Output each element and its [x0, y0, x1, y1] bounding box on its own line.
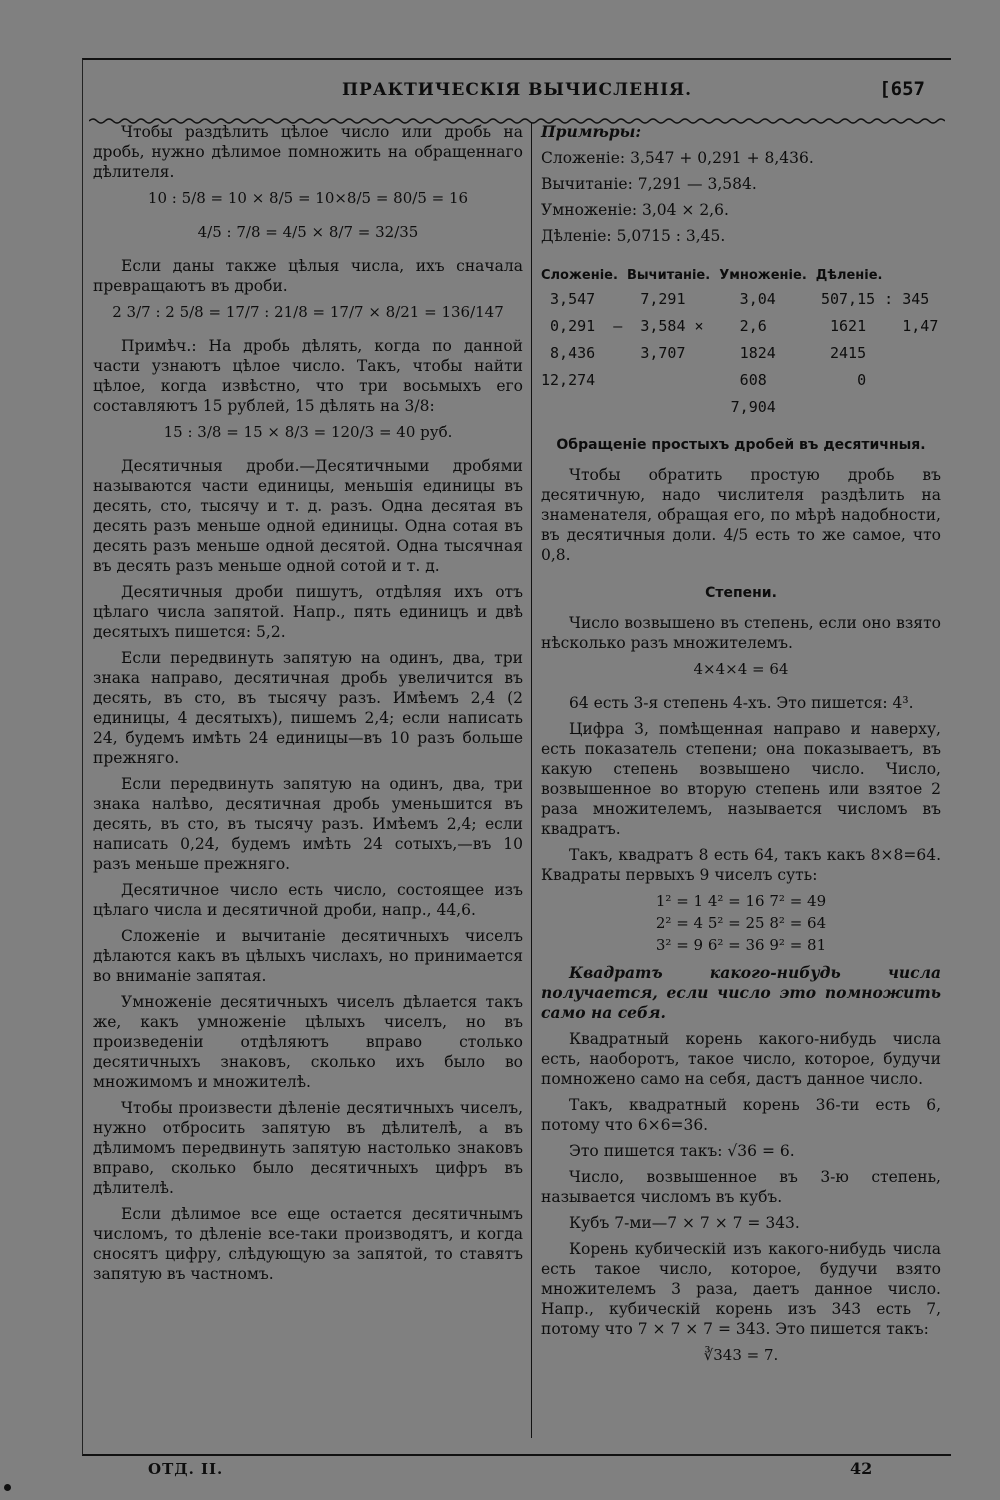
paragraph: Умноженіе десятичныхъ чиселъ дѣлается такъ же, какъ умноженіе цѣлыхъ чиселъ, но въ произведеніи отдѣляютъ вправо столько десятичныхъ знаковъ, сколько ихъ было во множимомъ и множителѣ.: [93, 993, 523, 1091]
calc-line: 7,904: [541, 398, 776, 416]
formula: 10 : 5/8 = 10 × 8/5 = 10×8/5 = 80/5 = 16: [147, 189, 469, 207]
paragraph: Примѣч.: На дробь дѣлять, когда по данной части узнаютъ цѣлое число. Такъ, чтобы найти цѣлое, когда извѣстно, что три восьмыхъ его составляютъ 15 рублей, 15 дѣлять на 3/8:: [93, 337, 523, 415]
example-line: Дѣленіе: 5,0715 : 3,45.: [541, 227, 726, 245]
page-number: [657: [879, 78, 925, 100]
section-heading: Степени.: [705, 585, 777, 601]
squares-row: 2² = 4 5² = 25 8² = 64: [655, 914, 827, 932]
formula: 2 3/7 : 2 5/8 = 17/7 : 21/8 = 17/7 × 8/21 = 136/147: [112, 303, 504, 321]
paragraph: Цифра 3, помѣщенная направо и наверху, есть показатель степени; она показываетъ, въ какую степень возвышено число. Число, возвышенное во вторую степень или взятое 2 раза множителемъ, называется числомъ въ квадратъ.: [541, 720, 941, 838]
calc-line: 0,291 — 3,584 × 2,6 1621 1,47: [541, 317, 939, 335]
paragraph: Число, возвышенное въ 3-ю степень, называется числомъ въ кубъ.: [541, 1168, 941, 1206]
footer-signature: 42: [850, 1459, 873, 1478]
formula: 4/5 : 7/8 = 4/5 × 8/7 = 32/35: [197, 223, 419, 241]
section-heading: Обращеніе простыхъ дробей въ десятичныя.: [556, 437, 926, 453]
paragraph: Такъ, квадратный корень 36-ти есть 6, потому что 6×6=36.: [541, 1096, 941, 1134]
formula: ∛343 = 7.: [703, 1346, 779, 1364]
paragraph: Чтобы раздѣлить цѣлое число или дробь на дробь, нужно дѣлимое помножить на обращеннаго дѣлителя.: [93, 123, 523, 181]
paragraph: Если даны также цѣлыя числа, ихъ сначала превращаютъ въ дроби.: [93, 257, 523, 295]
paragraph: Число возвышено въ степень, если оно взято нѣсколько разъ множителемъ.: [541, 614, 941, 652]
paragraph: Квадратный корень какого-нибудь числа есть, наоборотъ, такое число, которое, будучи помножено само на себя, дастъ данное число.: [541, 1030, 941, 1088]
paragraph: Десятичныя дроби.—Десятичными дробями называются части единицы, меньшія единицы въ десять, сто, тысячу и т. д. разъ. Одна десятая въ десять разъ меньше одной единицы. Одна сотая въ десять разъ меньше одной десятой. Одна тысячная въ десять разъ меньше одной сотой и т. д.: [93, 457, 523, 575]
example-line: Вычитаніе: 7,291 — 3,584.: [541, 175, 757, 193]
paragraph: Десятичное число есть число, состоящее изъ цѣлаго числа и десятичной дроби, напр., 44,6.: [93, 881, 523, 919]
margin-dot: [4, 1484, 11, 1491]
example-line: Сложеніе: 3,547 + 0,291 + 8,436.: [541, 149, 814, 167]
paragraph: Чтобы обратить простую дробь въ десятичную, надо числителя раздѣлить на знаменателя, обращая его, по мѣрѣ надобности, въ десятичныя доли. 4/5 есть то же самое, что 0,8.: [541, 466, 941, 564]
paragraph: Сложеніе и вычитаніе десятичныхъ чиселъ дѣлаются какъ въ цѣлыхъ числахъ, но принимается во вниманіе запятая.: [93, 927, 523, 985]
paragraph: Если передвинуть запятую на одинъ, два, три знака налѣво, десятичная дробь уменьшится въ десять, въ сто, въ тысячу разъ. Имѣемъ 2,4; если написать 0,24, будемъ имѣть 24 сотыхъ,—въ 10 разъ меньше прежняго.: [93, 775, 523, 873]
left-column: [93, 122, 523, 1290]
paragraph: Кубъ 7-ми—7 × 7 × 7 = 343.: [569, 1214, 800, 1232]
formula: 4×4×4 = 64: [693, 660, 789, 678]
calc-headers: Сложеніе. Вычитаніе. Умноженіе. Дѣленіе.: [541, 268, 883, 283]
examples-title: Примѣры:: [541, 122, 642, 141]
footer-section: ОТД. II.: [148, 1460, 224, 1478]
running-title: ПРАКТИЧЕСКІЯ ВЫЧИСЛЕНІЯ.: [341, 80, 693, 100]
paragraph: Такъ, квадратъ 8 есть 64, такъ какъ 8×8=64. Квадраты первыхъ 9 чиселъ суть:: [541, 846, 941, 884]
right-column: [541, 122, 941, 1379]
paragraph: 64 есть 3-я степень 4-хъ. Это пишется: 4³.: [569, 694, 914, 712]
page-header: [83, 74, 951, 108]
paragraph: Корень кубическій изъ какого-нибудь числа есть такое число, которое, будучи взято множителемъ 3 раза, даетъ данное число. Напр., кубическій корень изъ 343 есть 7, потому что 7 × 7 × 7 = 343. Это пишется такъ:: [541, 1240, 941, 1338]
paragraph: Чтобы произвести дѣленіе десятичныхъ чиселъ, нужно отбросить запятую въ дѣлителѣ, а въ дѣлимомъ передвинуть запятую настолько знаковъ вправо, сколько было десятичныхъ цифръ въ дѣлителѣ.: [93, 1099, 523, 1197]
squares-row: 3² = 9 6² = 36 9² = 81: [655, 936, 827, 954]
squares-row: 1² = 1 4² = 16 7² = 49: [655, 892, 827, 910]
paragraph: Десятичныя дроби пишутъ, отдѣляя ихъ отъ цѣлаго числа запятой. Напр., пять единицъ и двѣ десятыхъ пишется: 5,2.: [93, 583, 523, 641]
paragraph: Это пишется такъ: √36 = 6.: [569, 1142, 795, 1160]
calc-line: 3,547 7,291 3,04 507,15 : 345: [541, 290, 930, 308]
paragraph: Если передвинуть запятую на одинъ, два, три знака направо, десятичная дробь увеличится въ десять, въ сто, въ тысячу разъ. Имѣемъ 2,4 (2 единицы, 4 десятыхъ), пишемъ 2,4; если написать 24, будемъ имѣть 24 единицы—въ 10 разъ больше прежняго.: [93, 649, 523, 767]
column-divider: [531, 122, 532, 1438]
calc-line: 12,274 608 0: [541, 371, 867, 389]
page-frame: [82, 58, 951, 1456]
calc-line: 8,436 3,707 1824 2415: [541, 344, 867, 362]
formula: 15 : 3/8 = 15 × 8/3 = 120/3 = 40 руб.: [163, 423, 453, 441]
paragraph: Квадратъ какого-нибудь числа получается, если число это помножить само на себя.: [541, 963, 941, 1022]
example-line: Умноженіе: 3,04 × 2,6.: [541, 201, 729, 219]
paragraph: Если дѣлимое все еще остается десятичнымъ числомъ, то дѣленіе все-таки производятъ, и когда сносятъ цифру, слѣдующую за запятой, то ставятъ запятую въ частномъ.: [93, 1205, 523, 1283]
